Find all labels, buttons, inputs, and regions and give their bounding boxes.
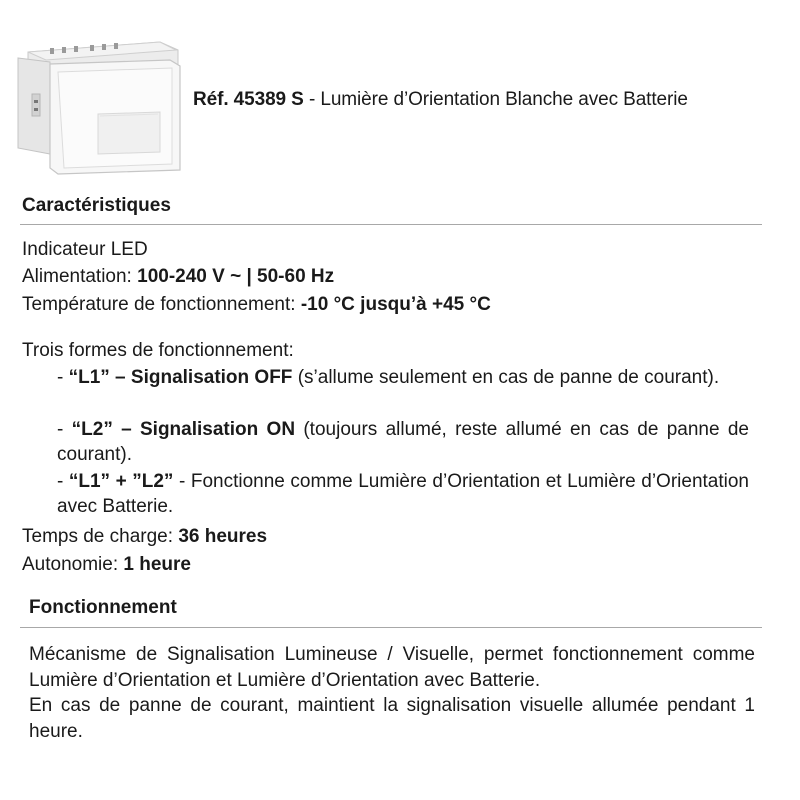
reference-number: Réf. 45389 S [193,89,304,110]
power-label: Alimentation: [22,266,138,287]
mode-name: “L1” + ”L2” [68,471,174,492]
operation-title: Fonctionnement [29,597,177,618]
operation-paragraph: Mécanisme de Signalisation Lumineuse / Visuelle, permet fonctionnement comme Lumière d’Orientation et Lumière d’Orientation avec Batterie. [29,644,755,691]
led-indicator-line: Indicateur LED [22,239,148,260]
mode-item-l2 [57,417,749,467]
power-failure-paragraph: En cas de panne de courant, maintient la signalisation visuelle allumée pendant 1 heure. [29,695,755,742]
autonomy-line [22,553,191,577]
charge-time-value: 36 heures [178,526,268,547]
divider [20,627,762,628]
mode-description: - Fonctionne comme Lumière d’Orientation et Lumière d’Orientation avec Batterie. [57,471,750,517]
temperature-line [22,293,491,317]
mode-description: (s’allume seulement en cas de panne de courant). [292,367,720,388]
temperature-value: -10 °C jusqu’à +45 °C [300,294,491,315]
divider [20,224,762,225]
temperature-label: Température de fonctionnement: [22,294,301,315]
mode-item-l1 [57,365,749,390]
mode-description: (toujours allumé, reste allumé en cas de panne de courant). [57,419,749,465]
modes-intro: Trois formes de fonctionnement: [22,340,294,361]
characteristics-title: Caractéristiques [22,195,171,216]
reference-separator: - [303,89,321,110]
mode-item-l1-l2 [57,469,749,519]
mode-prefix: - [57,471,69,492]
mode-prefix: - [57,367,69,388]
power-value: 100-240 V ~ | 50-60 Hz [137,266,335,287]
product-name: Lumière d’Orientation Blanche avec Batterie [320,89,688,110]
mode-name: “L2” – Signalisation ON [71,419,296,440]
autonomy-label: Autonomie: [22,554,124,575]
mode-name: “L1” – Signalisation OFF [68,367,293,388]
mode-prefix: - [57,419,72,440]
autonomy-value: 1 heure [123,554,191,575]
product-reference [193,89,688,111]
power-line [22,265,334,289]
product-image [10,30,190,175]
charge-time-line [22,525,267,549]
charge-time-label: Temps de charge: [22,526,179,547]
